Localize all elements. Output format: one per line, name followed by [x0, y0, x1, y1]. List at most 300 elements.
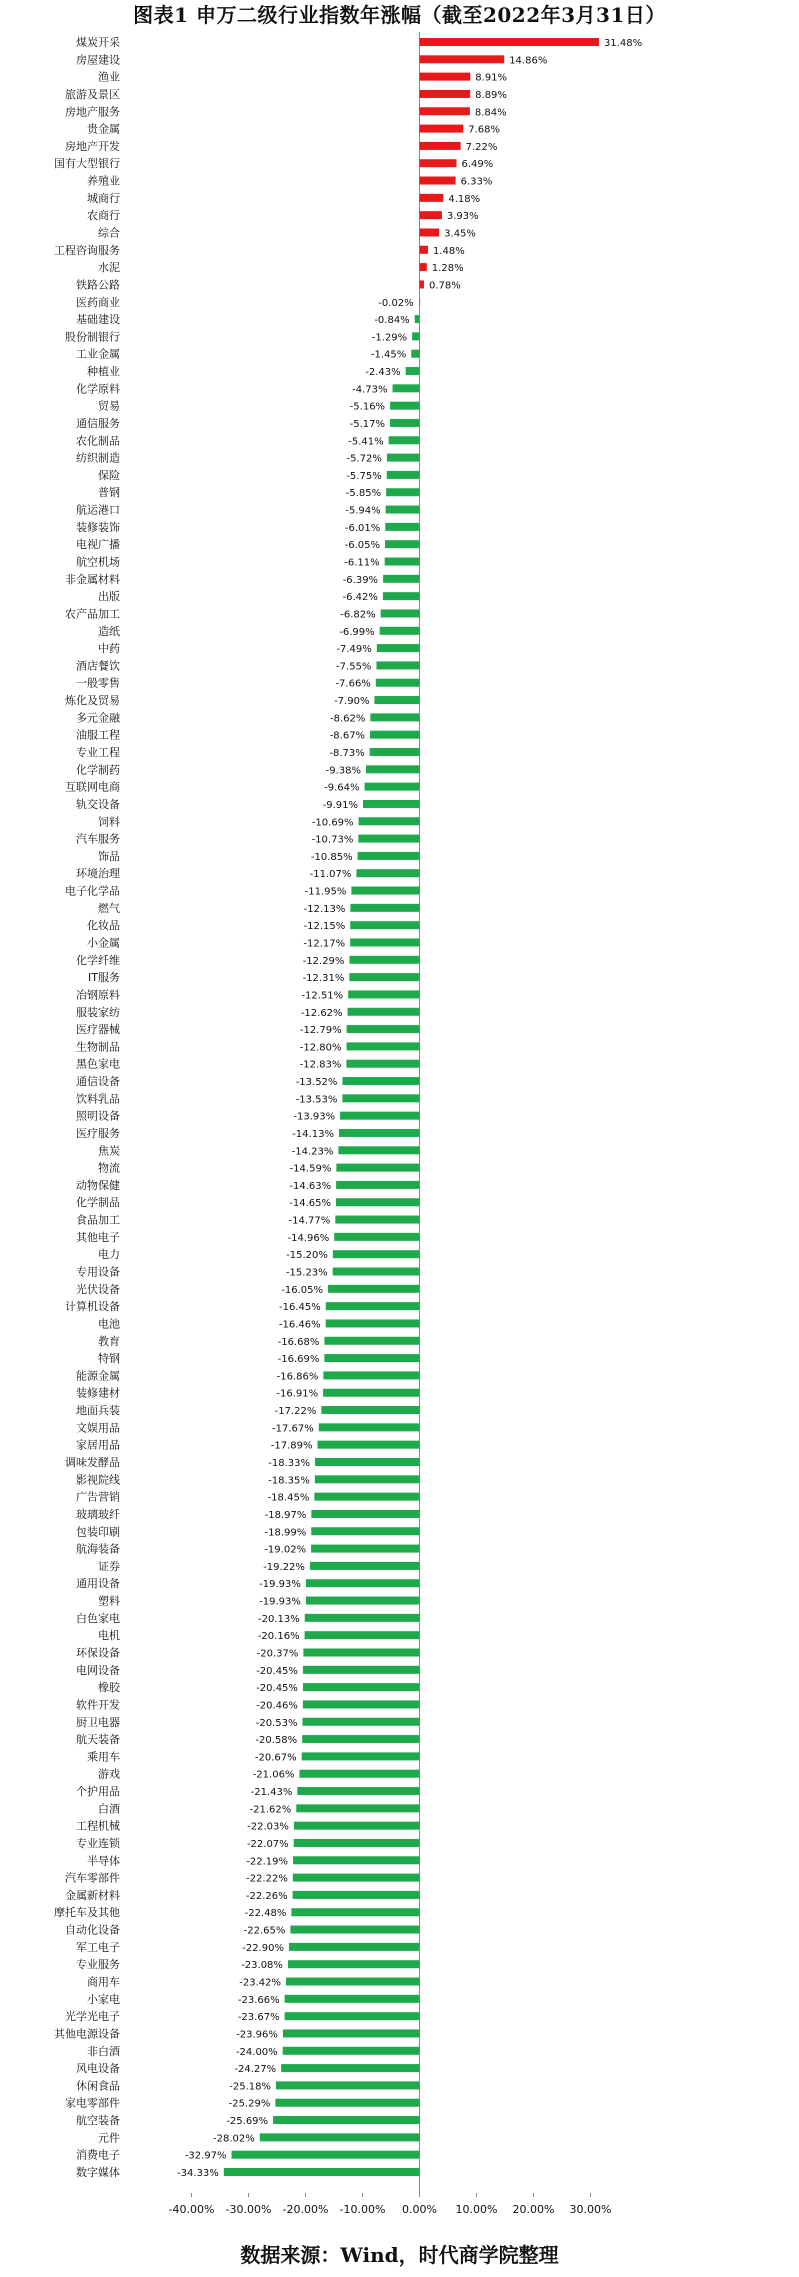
category-label: 房屋建设	[76, 53, 120, 67]
value-label: -6.82%	[340, 609, 376, 621]
category-label: 食品加工	[76, 1213, 120, 1227]
bar	[281, 2064, 419, 2072]
category-label: 专业服务	[76, 1958, 120, 1972]
category-label: 装修装饰	[76, 520, 120, 534]
value-label: -22.07%	[246, 1838, 289, 1850]
value-label: -21.06%	[252, 1769, 295, 1781]
category-label: 自动化设备	[65, 1923, 120, 1937]
value-label: -16.91%	[276, 1388, 319, 1400]
value-label: -12.83%	[299, 1059, 342, 1071]
value-label: -18.99%	[264, 1527, 307, 1539]
bar	[273, 2116, 419, 2124]
value-label: -28.02%	[213, 2133, 255, 2145]
bar	[289, 1943, 420, 1951]
category-label: 军工电子	[76, 1940, 120, 1954]
category-label: 医疗器械	[76, 1023, 120, 1037]
bar	[311, 1545, 419, 1553]
value-label: 8.84%	[474, 107, 507, 119]
bar	[302, 1718, 419, 1726]
category-label: 环境治理	[76, 867, 120, 881]
value-label: -23.67%	[237, 2012, 280, 2024]
bar	[380, 627, 420, 635]
bar	[348, 1008, 420, 1016]
category-label: 房地产开发	[65, 139, 120, 153]
value-label: -8.62%	[329, 713, 366, 725]
category-label: 贵金属	[87, 122, 120, 136]
value-label: 31.48%	[603, 38, 643, 49]
value-label: -5.17%	[349, 418, 386, 430]
category-label: 城商行	[87, 191, 120, 205]
category-label: 旅游及景区	[65, 87, 120, 101]
category-label: 航海装备	[76, 1542, 120, 1556]
bar	[351, 887, 419, 895]
bar	[370, 731, 419, 739]
category-label: 特钢	[98, 1352, 120, 1366]
value-label: -21.62%	[249, 1804, 292, 1816]
value-label: -17.22%	[274, 1406, 317, 1418]
category-label: 渔业	[98, 70, 120, 84]
bar	[324, 1337, 419, 1345]
category-label: 白酒	[98, 1802, 120, 1816]
value-label: 1.28%	[431, 263, 464, 275]
bar	[328, 1285, 419, 1293]
category-label: 农商行	[87, 209, 120, 223]
category-label: 化学制药	[76, 763, 120, 777]
category-label: 多元金融	[76, 711, 120, 725]
category-label: 教育	[98, 1334, 120, 1348]
value-label: -22.48%	[244, 1908, 287, 1920]
category-label: 半导体	[87, 1854, 120, 1868]
category-label: 工程咨询服务	[54, 243, 120, 257]
value-label: -17.67%	[272, 1423, 314, 1435]
value-label: -18.45%	[267, 1492, 310, 1504]
bar	[324, 1354, 419, 1362]
category-label: 玻璃玻纤	[76, 1507, 120, 1521]
value-label: -16.69%	[277, 1354, 320, 1366]
bar	[311, 1510, 419, 1518]
bar	[296, 1804, 419, 1812]
bar	[335, 1216, 419, 1224]
x-tick-label: -40.00%	[168, 2203, 215, 2216]
bar	[303, 1666, 420, 1674]
value-label: -20.46%	[256, 1700, 298, 1712]
value-label: -18.35%	[268, 1475, 310, 1487]
bar	[406, 367, 420, 375]
value-label: -24.27%	[234, 2064, 277, 2076]
value-label: -5.72%	[346, 453, 382, 465]
category-label: 一般零售	[76, 676, 120, 690]
category-label: 橡胶	[98, 1681, 120, 1695]
bar	[348, 990, 419, 998]
category-label: 照明设备	[76, 1109, 120, 1123]
category-label: 黑色家电	[76, 1057, 120, 1071]
value-label: -9.64%	[324, 782, 360, 794]
value-label: -1.29%	[371, 332, 408, 344]
bar	[311, 1527, 419, 1535]
bar	[420, 194, 444, 202]
value-label: -10.73%	[311, 834, 354, 846]
value-label: -4.73%	[352, 384, 388, 396]
category-label: 计算机设备	[65, 1300, 120, 1314]
category-label: 其他电子	[76, 1230, 120, 1244]
category-label: 纺织制造	[76, 451, 120, 465]
bar	[336, 1181, 419, 1189]
bar	[224, 2168, 420, 2176]
x-tick-label: 20.00%	[512, 2203, 555, 2216]
category-label: 塑料	[98, 1594, 120, 1608]
value-label: -23.96%	[236, 2029, 278, 2041]
bar	[350, 921, 419, 929]
value-label: -12.29%	[302, 955, 345, 967]
value-label: -22.22%	[246, 1873, 288, 1885]
category-label: 轨交设备	[76, 797, 120, 811]
value-label: -12.62%	[300, 1007, 343, 1019]
value-label: -1.45%	[370, 349, 407, 361]
value-label: -13.52%	[295, 1077, 338, 1089]
bar	[386, 506, 420, 514]
bar	[315, 1475, 420, 1483]
value-label: -14.63%	[289, 1180, 332, 1192]
bar	[366, 765, 419, 773]
bar	[293, 1891, 420, 1899]
bar	[342, 1094, 419, 1102]
bar	[415, 315, 420, 323]
bar	[303, 1683, 420, 1691]
category-label: 非白酒	[87, 2044, 120, 2058]
category-label: 影视院线	[76, 1473, 120, 1487]
value-label: -14.96%	[287, 1232, 330, 1244]
value-label: -11.07%	[309, 869, 352, 881]
x-tick-label: -20.00%	[282, 2203, 329, 2216]
category-label: 风电设备	[76, 2062, 120, 2076]
value-label: -16.05%	[281, 1284, 324, 1296]
category-label: 化学原料	[76, 382, 120, 396]
category-label: 金属新材料	[65, 1888, 120, 1902]
bar	[338, 1146, 419, 1154]
value-label: -5.16%	[349, 401, 386, 413]
category-labels	[54, 35, 121, 2179]
category-label: 商用车	[87, 1975, 120, 1989]
category-label: 乘用车	[87, 1750, 120, 1764]
bar	[383, 592, 420, 600]
value-label: -20.45%	[256, 1665, 298, 1677]
bar	[387, 471, 420, 479]
category-label: 广告营销	[76, 1490, 120, 1504]
category-label: 煤炭开采	[76, 36, 120, 49]
bar	[323, 1371, 419, 1379]
category-label: 股份制银行	[65, 330, 120, 344]
category-label: 综合	[98, 226, 120, 240]
value-label: -20.45%	[256, 1683, 298, 1695]
category-label: 工程机械	[76, 1819, 120, 1833]
category-label: 炼化及贸易	[65, 694, 120, 708]
value-label: -13.93%	[293, 1111, 336, 1123]
bar	[260, 2133, 420, 2141]
value-label: 7.22%	[465, 141, 498, 153]
category-label: 汽车服务	[76, 832, 120, 846]
category-label: 小家电	[87, 1992, 120, 2006]
category-label: 非金属材料	[65, 572, 120, 586]
value-label: -22.03%	[247, 1821, 289, 1833]
bar	[420, 246, 428, 254]
value-label: -22.90%	[242, 1942, 284, 1954]
bar	[305, 1631, 420, 1639]
value-label: -25.69%	[226, 2116, 269, 2128]
category-label: 贸易	[98, 399, 120, 413]
value-label: -9.38%	[325, 765, 362, 777]
bar	[420, 211, 442, 219]
bar	[283, 2047, 420, 2055]
value-label: -6.99%	[339, 626, 375, 638]
value-label: -14.65%	[289, 1198, 331, 1210]
category-label: 饰品	[98, 849, 120, 863]
value-label: -22.26%	[245, 1890, 288, 1902]
category-label: 服装家纺	[76, 1005, 120, 1019]
category-label: 家居用品	[76, 1438, 120, 1452]
bar	[377, 644, 420, 652]
bar	[347, 1042, 420, 1050]
category-label: 游戏	[98, 1767, 120, 1781]
value-label: -23.66%	[237, 1994, 280, 2006]
bar	[340, 1112, 419, 1120]
category-label: 通用设备	[76, 1577, 120, 1591]
bar	[293, 1874, 420, 1882]
category-label: 消费电子	[76, 2148, 120, 2162]
category-label: 专业工程	[76, 746, 120, 759]
category-label: 水泥	[98, 261, 120, 275]
bar	[303, 1700, 420, 1708]
x-tick-label: 10.00%	[455, 2203, 498, 2216]
bar	[381, 609, 420, 617]
category-label: 家电零部件	[65, 2096, 120, 2110]
category-label: 装修建材	[76, 1386, 120, 1400]
value-label: -12.51%	[301, 990, 344, 1002]
category-label: 化学制品	[76, 1196, 120, 1210]
category-label: 数字媒体	[76, 2166, 120, 2179]
bar	[323, 1389, 419, 1397]
x-axis	[169, 2193, 612, 2216]
bar	[365, 783, 420, 791]
value-label: -21.43%	[250, 1787, 293, 1799]
category-label: 中药	[98, 642, 120, 656]
value-label: -34.33%	[177, 2168, 219, 2179]
bar	[319, 1423, 420, 1431]
value-label: -25.29%	[228, 2098, 271, 2110]
category-label: 白色家电	[76, 1611, 120, 1625]
value-label: -6.01%	[344, 522, 381, 534]
category-label: 休闲食品	[76, 2079, 120, 2093]
bar	[390, 419, 419, 427]
bar	[288, 1960, 420, 1968]
bar	[297, 1787, 419, 1795]
value-label: -18.33%	[268, 1458, 311, 1469]
bar	[285, 1995, 420, 2003]
category-label: 造纸	[98, 624, 120, 638]
value-label: -0.02%	[378, 297, 414, 309]
bar	[285, 2012, 420, 2020]
bar	[385, 558, 420, 566]
value-label: -20.37%	[256, 1648, 299, 1660]
bar	[302, 1752, 420, 1760]
value-label: -6.05%	[344, 540, 381, 552]
value-label: -12.31%	[302, 973, 345, 985]
value-label: -19.02%	[264, 1544, 307, 1556]
bar	[315, 1458, 419, 1466]
bar	[356, 869, 419, 877]
bar	[294, 1822, 420, 1830]
bar	[390, 402, 419, 410]
value-label: -7.66%	[335, 678, 371, 690]
x-tick-label: -10.00%	[339, 2203, 386, 2216]
value-label: -15.20%	[286, 1250, 328, 1262]
category-label: 摩托车及其他	[54, 1906, 120, 1920]
category-label: 电视广播	[76, 538, 120, 552]
bar	[347, 1025, 420, 1033]
bar	[305, 1614, 420, 1622]
value-label: -15.23%	[285, 1267, 328, 1279]
value-label: 3.45%	[444, 228, 476, 240]
value-label: -6.11%	[344, 557, 380, 569]
bar	[326, 1302, 420, 1310]
value-label: -16.68%	[277, 1336, 320, 1348]
category-label: 光学光电子	[65, 2010, 120, 2024]
value-label: -14.77%	[288, 1215, 331, 1227]
bar	[370, 748, 420, 756]
category-label: 农化制品	[76, 434, 120, 448]
category-label: 通信服务	[76, 416, 120, 430]
value-label: -5.41%	[348, 436, 384, 448]
bar	[376, 679, 420, 687]
bar	[419, 298, 420, 306]
x-tick-label: -30.00%	[225, 2203, 272, 2216]
category-label: 航空装备	[76, 2114, 120, 2128]
category-label: 互联网电商	[65, 780, 120, 794]
category-label: 焦炭	[98, 1144, 120, 1158]
category-label: 个护用品	[76, 1785, 120, 1799]
category-label: 环保设备	[76, 1646, 120, 1660]
value-label: -0.84%	[374, 315, 410, 327]
bar	[321, 1406, 419, 1414]
value-label: -20.16%	[257, 1631, 300, 1643]
category-label: 电子化学品	[65, 884, 120, 898]
value-label: -19.93%	[259, 1579, 301, 1591]
bar	[336, 1198, 420, 1206]
value-label: 3.93%	[446, 211, 479, 223]
bar	[363, 800, 419, 808]
bar	[275, 2099, 419, 2107]
bar	[374, 696, 419, 704]
category-label: 调味发酵品	[65, 1456, 120, 1469]
bar	[306, 1579, 420, 1587]
value-label: -12.13%	[303, 903, 346, 915]
value-label: -24.00%	[235, 2046, 278, 2058]
value-label: 0.78%	[428, 280, 461, 292]
category-label: 医疗服务	[76, 1126, 120, 1140]
bar	[336, 1164, 419, 1172]
category-label: 冶钢原料	[76, 988, 120, 1002]
category-label: 种植业	[87, 365, 120, 379]
value-label: -9.91%	[322, 799, 359, 811]
bar	[333, 1268, 420, 1276]
category-label: 元件	[98, 2131, 120, 2145]
value-label: -20.13%	[258, 1613, 300, 1625]
bar	[420, 73, 471, 81]
bar	[385, 523, 419, 531]
category-label: 包装印刷	[76, 1525, 120, 1539]
bar	[346, 1060, 419, 1068]
value-label: -25.18%	[229, 2081, 271, 2093]
bar	[412, 332, 419, 340]
bar	[420, 228, 440, 236]
value-label: -8.73%	[329, 748, 365, 759]
bar	[302, 1735, 419, 1743]
category-label: 农产品加工	[65, 607, 120, 621]
value-label: -10.85%	[310, 851, 353, 863]
value-label: -20.53%	[255, 1717, 298, 1729]
category-label: 专用设备	[76, 1265, 120, 1279]
value-label: -19.22%	[263, 1561, 305, 1573]
bar	[420, 125, 464, 133]
x-tick-label: 0.00%	[402, 2203, 437, 2216]
bar	[358, 835, 419, 843]
category-label: 酒店餐饮	[76, 659, 120, 673]
value-label: -17.89%	[270, 1440, 313, 1452]
bar	[350, 938, 419, 946]
value-label: 4.18%	[448, 193, 481, 205]
bar	[349, 956, 419, 964]
category-label: 饮料乳品	[76, 1092, 120, 1106]
bar	[420, 38, 599, 46]
bar	[293, 1856, 419, 1864]
category-label: 出版	[98, 590, 120, 604]
category-label: 光伏设备	[76, 1282, 120, 1296]
category-label: 电力	[98, 1248, 120, 1262]
chart-title: 图表1 申万二级行业指数年涨幅（截至2022年3月31日）	[133, 3, 666, 27]
value-label: -14.59%	[289, 1163, 332, 1175]
category-label: 航运港口	[76, 503, 120, 517]
value-label: -5.94%	[345, 505, 381, 517]
bar	[420, 280, 424, 288]
bar	[290, 1926, 419, 1934]
bar	[420, 177, 456, 185]
category-label: 保险	[98, 468, 120, 482]
category-label: 证券	[98, 1559, 120, 1573]
category-label: 国有大型银行	[54, 157, 120, 171]
bar	[339, 1129, 420, 1137]
bar	[350, 904, 419, 912]
category-label: 能源金属	[76, 1369, 120, 1383]
bar	[411, 350, 419, 358]
value-label: -32.97%	[184, 2150, 227, 2162]
bar	[389, 436, 420, 444]
category-label: 基础建设	[76, 313, 120, 327]
category-label: 房地产服务	[65, 105, 120, 119]
value-label: -22.65%	[243, 1925, 286, 1937]
category-label: 化妆品	[87, 919, 120, 933]
category-label: 专业连锁	[76, 1836, 120, 1850]
bar	[283, 2029, 420, 2037]
category-label: 养殖业	[87, 174, 120, 188]
value-label: -2.43%	[365, 367, 401, 379]
bar	[420, 142, 461, 150]
value-label: -13.53%	[295, 1094, 338, 1106]
category-label: 电网设备	[76, 1663, 120, 1677]
value-label: 14.86%	[509, 55, 548, 67]
value-label: -16.46%	[278, 1319, 321, 1331]
bar	[276, 2081, 420, 2089]
value-label: 6.33%	[460, 176, 493, 188]
bar	[420, 107, 470, 115]
